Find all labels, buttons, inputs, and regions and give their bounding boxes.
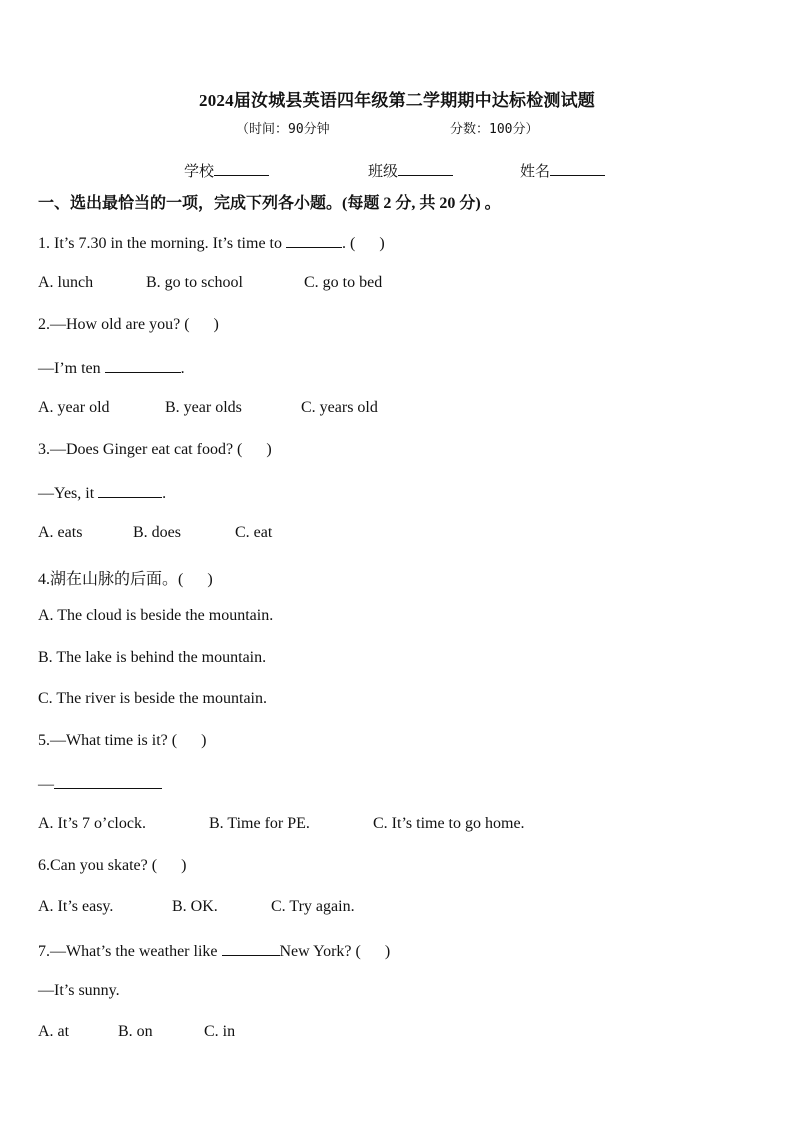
question-3-option-a[interactable]: A. eats xyxy=(38,524,83,541)
question-1-option-c[interactable]: C. go to bed xyxy=(304,274,383,291)
question-2-answer: —I’m ten . xyxy=(38,357,185,378)
exam-title: 2024届汝城县英语四年级第二学期期中达标检测试题 xyxy=(199,91,595,110)
question-7-option-b[interactable]: B. on xyxy=(118,1023,153,1040)
question-2-option-b[interactable]: B. year olds xyxy=(165,399,242,416)
question-2-option-a[interactable]: A. year old xyxy=(38,399,110,416)
question-3-option-b[interactable]: B. does xyxy=(133,524,181,541)
question-3-blank[interactable] xyxy=(98,482,162,498)
question-6-option-b[interactable]: B. OK. xyxy=(172,898,218,915)
question-5-option-b[interactable]: B. Time for PE. xyxy=(209,815,310,832)
question-5-answer: — xyxy=(38,773,162,794)
question-4-option-b[interactable]: B. The lake is behind the mountain. xyxy=(38,649,267,666)
school-field xyxy=(184,160,269,181)
section-heading: 一、选出最恰当的一项，完成下列各小题。(每题 2 分, 共 20 分) 。 xyxy=(38,195,501,212)
name-label: 姓名 xyxy=(520,164,551,180)
question-4-stem: 4.湖在山脉的后面。( ) xyxy=(38,571,213,588)
question-7-options xyxy=(38,1023,235,1041)
question-5-stem: 5.—What time is it? ( ) xyxy=(38,732,207,749)
question-1-stem: 1. It’s 7.30 in the morning. It’s time to . ( ) xyxy=(38,232,385,253)
question-6-stem: 6.Can you skate? ( ) xyxy=(38,857,187,874)
question-5-option-c[interactable]: C. It’s time to go home. xyxy=(373,815,525,832)
question-2-option-c[interactable]: C. years old xyxy=(301,399,378,416)
exam-time: （时间：90分钟 xyxy=(236,122,330,137)
class-field xyxy=(368,160,453,181)
question-1-options xyxy=(38,274,382,292)
question-2-stem: 2.—How old are you? ( ) xyxy=(38,316,219,333)
class-blank[interactable] xyxy=(398,161,453,176)
school-label: 学校 xyxy=(184,164,215,180)
exam-score: 分数：100分） xyxy=(450,122,539,137)
question-3-answer: —Yes, it . xyxy=(38,482,166,503)
name-blank[interactable] xyxy=(550,161,605,176)
question-7-stem: 7.—What’s the weather like New York? ( ) xyxy=(38,940,390,961)
question-1-option-a[interactable]: A. lunch xyxy=(38,274,94,291)
question-7-answer: —It’s sunny. xyxy=(38,982,120,999)
question-6-option-a[interactable]: A. It’s easy. xyxy=(38,898,114,915)
question-6-options xyxy=(38,898,355,916)
question-5-options xyxy=(38,815,525,833)
question-2-options xyxy=(38,399,378,417)
question-1-blank[interactable] xyxy=(286,232,342,248)
question-3-option-c[interactable]: C. eat xyxy=(235,524,273,541)
question-3-options xyxy=(38,524,272,542)
question-4-option-a[interactable]: A. The cloud is beside the mountain. xyxy=(38,607,274,624)
question-3-stem: 3.—Does Ginger eat cat food? ( ) xyxy=(38,441,272,458)
question-2-blank[interactable] xyxy=(105,357,181,373)
question-7-blank[interactable] xyxy=(222,940,280,956)
class-label: 班级 xyxy=(368,164,399,180)
question-5-blank[interactable] xyxy=(54,773,162,789)
question-1-option-b[interactable]: B. go to school xyxy=(146,274,243,291)
school-blank[interactable] xyxy=(214,161,269,176)
question-4-option-c[interactable]: C. The river is beside the mountain. xyxy=(38,690,267,707)
name-field xyxy=(520,160,605,181)
question-7-option-c[interactable]: C. in xyxy=(204,1023,236,1040)
question-6-option-c[interactable]: C. Try again. xyxy=(271,898,355,915)
question-5-option-a[interactable]: A. It’s 7 o’clock. xyxy=(38,815,146,832)
question-7-option-a[interactable]: A. at xyxy=(38,1023,70,1040)
